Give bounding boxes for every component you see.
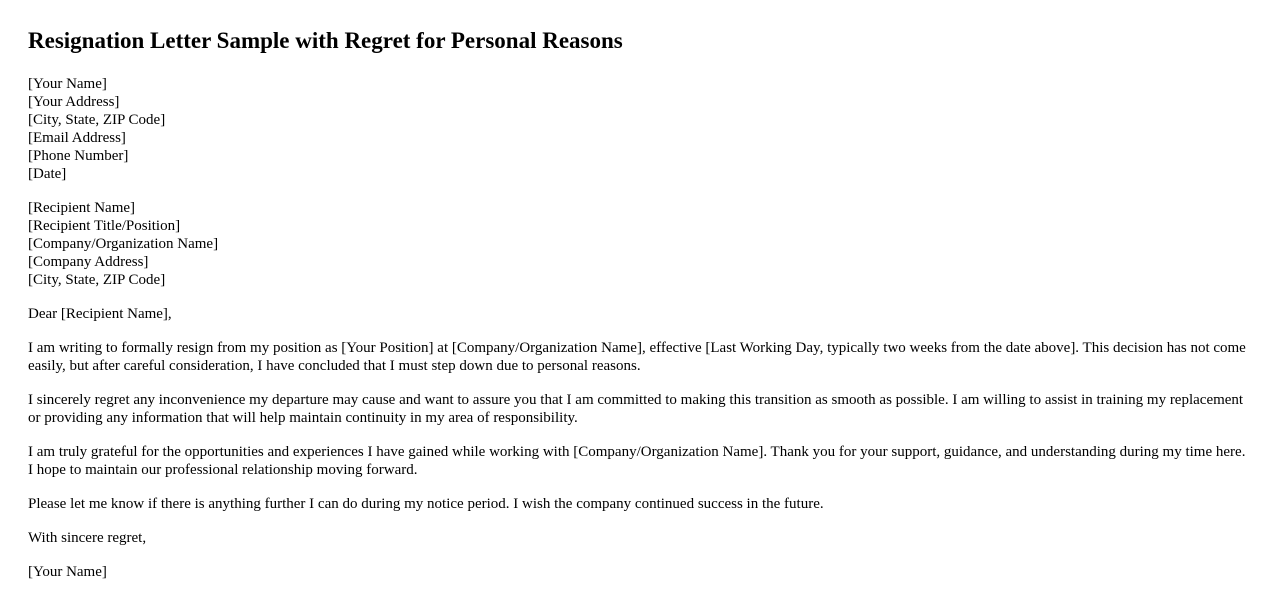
sender-email: [Email Address]	[28, 130, 126, 146]
sender-phone: [Phone Number]	[28, 148, 129, 164]
page-title: Resignation Letter Sample with Regret for Personal Reasons	[28, 28, 623, 53]
body-paragraph-gratitude: I am truly grateful for the opportunities and experiences I have gained while working with [Company/Organization Name]. Thank you for your support, guidance, and understanding during my time here. I hope to maintain our professional relationship moving forward.	[28, 444, 1246, 478]
signature: [Your Name]	[28, 564, 107, 580]
recipient-company-address: [Company Address]	[28, 254, 149, 270]
closing: With sincere regret,	[28, 530, 147, 546]
body-paragraph-resignation: I am writing to formally resign from my position as [Your Position] at [Company/Organization Name], effective [Last Working Day, typically two weeks from the date above]. This decision has not come easily, but after careful consideration, I have concluded that I must step down due to personal reasons.	[28, 340, 1246, 374]
letter-date: [Date]	[28, 166, 67, 182]
recipient-name: [Recipient Name]	[28, 200, 136, 216]
sender-address-block	[28, 75, 1250, 183]
sender-address: [Your Address]	[28, 94, 120, 110]
salutation: Dear [Recipient Name],	[28, 306, 172, 322]
recipient-address-block	[28, 199, 1250, 289]
body-paragraph-regret: I sincerely regret any inconvenience my departure may cause and want to assure you that I am committed to making this transition as smooth as possible. I am willing to assist in training my replacement or providing any information that will help maintain continuity in my area of responsibility.	[28, 392, 1244, 426]
sender-name: [Your Name]	[28, 76, 107, 92]
sender-city-state-zip: [City, State, ZIP Code]	[28, 112, 166, 128]
recipient-city-state-zip: [City, State, ZIP Code]	[28, 272, 166, 288]
body-paragraph-notice-period: Please let me know if there is anything further I can do during my notice period. I wish the company continued success in the future.	[28, 496, 824, 512]
recipient-title: [Recipient Title/Position]	[28, 218, 181, 234]
recipient-company: [Company/Organization Name]	[28, 236, 219, 252]
